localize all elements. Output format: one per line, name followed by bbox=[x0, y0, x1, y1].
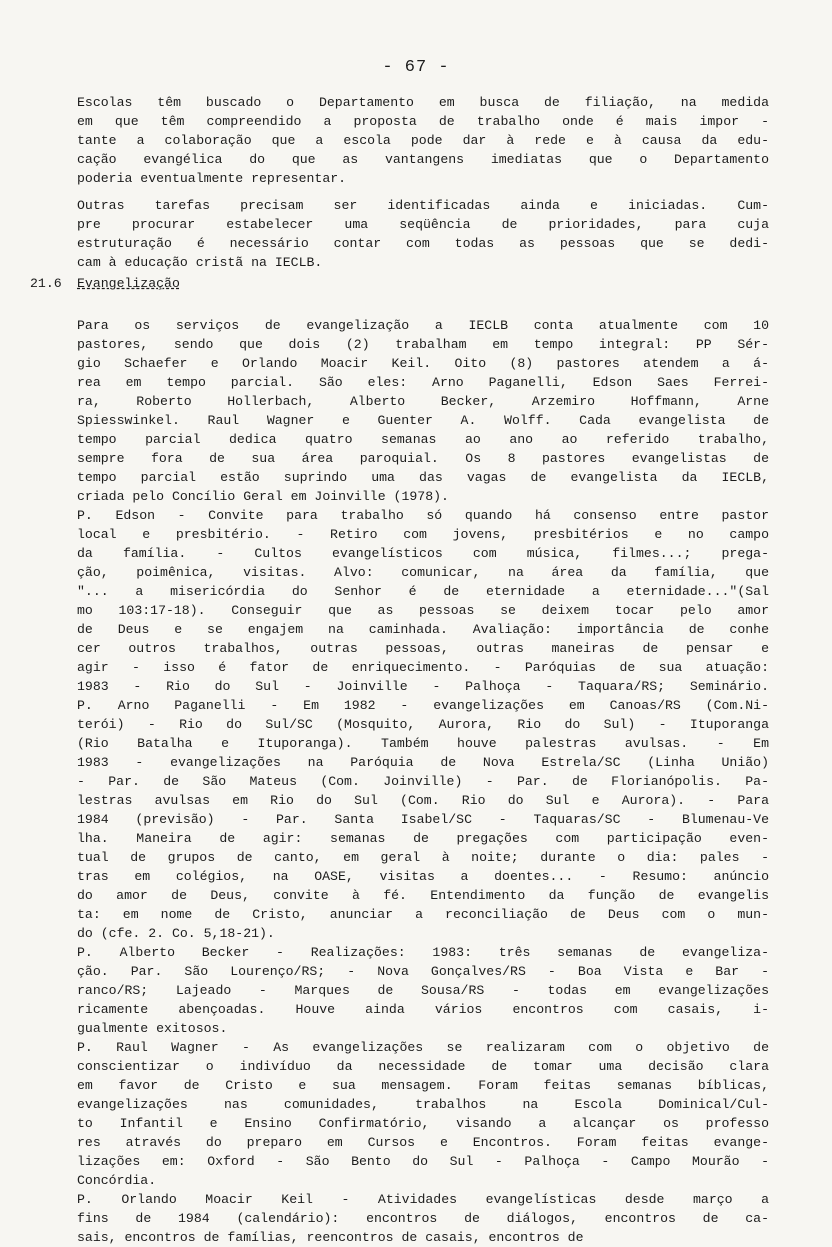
text-line: terói) - Rio do Sul/SC (Mosquito, Aurora, Rio do Sul) - Ituporanga bbox=[77, 717, 769, 732]
text-line: P. Raul Wagner - As evangelizações se realizaram com o objetivo de bbox=[77, 1040, 769, 1055]
text-line: 1983 - evangelizações na Paróquia de Nova Estrela/SC (Linha União) bbox=[77, 755, 769, 770]
text-line: lestras avulsas em Rio do Sul (Com. Rio do Sul e Aurora). - Para bbox=[77, 793, 769, 808]
text-line: tempo parcial dedica quatro semanas ao ano ao referido trabalho, bbox=[77, 432, 769, 447]
text-line: Escolas têm buscado o Departamento em busca de filiação, na medida bbox=[77, 95, 769, 110]
text-line: tual de grupos de canto, em geral à noite; durante o dia: pales - bbox=[77, 850, 769, 865]
text-line: em favor de Cristo e sua mensagem. Foram feitas semanas bíblicas, bbox=[77, 1078, 769, 1093]
text-line: gualmente exitosos. bbox=[77, 1021, 228, 1036]
text-line: agir - isso é fator de enriquecimento. - Paróquias de sua atuação: bbox=[77, 660, 769, 675]
text-line: ta: em nome de Cristo, anunciar a reconciliação de Deus com o mun- bbox=[77, 907, 769, 922]
text-line: (Rio Batalha e Ituporanga). Também houve palestras avulsas. - Em bbox=[77, 736, 769, 751]
text-line: lizações em: Oxford - São Bento do Sul - Palhoça - Campo Mourão - bbox=[77, 1154, 769, 1169]
text-line: evangelizações nas comunidades, trabalhos na Escola Dominical/Cul- bbox=[77, 1097, 769, 1112]
text-line: Spiesswinkel. Raul Wagner e Guenter A. Wolff. Cada evangelista de bbox=[77, 413, 769, 428]
text-line: do amor de Deus, convite à fé. Entendimento da função de evangelis bbox=[77, 888, 769, 903]
text-line: poderia eventualmente representar. bbox=[77, 171, 347, 186]
text-line: lha. Maneira de agir: semanas de pregações com participação even- bbox=[77, 831, 769, 846]
text-line: cam à educação cristã na IECLB. bbox=[77, 255, 323, 270]
page-number: - 67 - bbox=[382, 58, 450, 77]
text-line: P. Edson - Convite para trabalho só quando há consenso entre pastor bbox=[77, 508, 769, 523]
text-line: pastores, sendo que dois (2) trabalham em tempo integral: PP Sér- bbox=[77, 337, 769, 352]
text-line: local e presbitério. - Retiro com jovens, presbitérios e no campo bbox=[77, 527, 769, 542]
text-line: cação evangélica do que as vantangens imediatas que o Departamento bbox=[77, 152, 769, 167]
text-line: sais, encontros de famílias, reencontros de casais, encontros de bbox=[77, 1230, 584, 1245]
section-number: 21.6 bbox=[30, 276, 62, 291]
text-line: P. Orlando Moacir Keil - Atividades evangelísticas desde março a bbox=[77, 1192, 769, 1207]
text-line: res através do preparo em Cursos e Encontros. Foram feitas evange- bbox=[77, 1135, 769, 1150]
paragraph-other-tasks bbox=[77, 196, 769, 272]
text-line: mo 103:17-18). Conseguir que as pessoas se deixem tocar pelo amor bbox=[77, 603, 769, 618]
text-line: do (cfe. 2. Co. 5,18-21). bbox=[77, 926, 275, 941]
text-line: to Infantil e Ensino Confirmatório, visando a alcançar os professo bbox=[77, 1116, 769, 1131]
text-line: fins de 1984 (calendário): encontros de diálogos, encontros de ca- bbox=[77, 1211, 769, 1226]
text-line: Concórdia. bbox=[77, 1173, 157, 1188]
text-line: em que têm compreendido a proposta de trabalho onde é mais impor - bbox=[77, 114, 769, 129]
text-line: "... a misericórdia do Senhor é de eternidade a eternidade..."(Sal bbox=[77, 584, 769, 599]
text-line: estruturação é necessário contar com todas as pessoas que se dedi- bbox=[77, 236, 769, 251]
text-line: P. Arno Paganelli - Em 1982 - evangelizações em Canoas/RS (Com.Ni- bbox=[77, 698, 769, 713]
section-title: Evangelização bbox=[77, 276, 180, 291]
text-line: rea em tempo parcial. São eles: Arno Paganelli, Edson Saes Ferrei- bbox=[77, 375, 769, 390]
text-line: ção, poimênica, visitas. Alvo: comunicar, na área da família, que bbox=[77, 565, 769, 580]
text-line: - Par. de São Mateus (Com. Joinville) - Par. de Florianópolis. Pa- bbox=[77, 774, 769, 789]
text-line: criada pelo Concílio Geral em Joinville (1978). bbox=[77, 489, 449, 504]
text-line: ra, Roberto Hollerbach, Alberto Becker, Arzemiro Hoffmann, Arne bbox=[77, 394, 769, 409]
text-line: tante a colaboração que a escola pode dar à rede e à causa da edu- bbox=[77, 133, 769, 148]
text-line: pre procurar estabelecer uma seqüência de prioridades, para cuja bbox=[77, 217, 769, 232]
paragraph-evangelization bbox=[77, 316, 769, 1247]
text-line: sempre fora de sua área paroquial. Os 8 pastores evangelistas de bbox=[77, 451, 769, 466]
text-line: Outras tarefas precisam ser identificadas ainda e iniciadas. Cum- bbox=[77, 198, 769, 213]
text-line: ricamente abençoadas. Houve ainda vários encontros com casais, i- bbox=[77, 1002, 769, 1017]
text-line: da família. - Cultos evangelísticos com música, filmes...; prega- bbox=[77, 546, 769, 561]
text-line: conscientizar o indivíduo da necessidade de tomar uma decisão clara bbox=[77, 1059, 769, 1074]
text-line: gio Schaefer e Orlando Moacir Keil. Oito (8) pastores atendem a á- bbox=[77, 356, 769, 371]
text-line: tras em colégios, na OASE, visitas a doentes... - Resumo: anúncio bbox=[77, 869, 769, 884]
text-line: 1983 - Rio do Sul - Joinville - Palhoça - Taquara/RS; Seminário. bbox=[77, 679, 769, 694]
text-line: P. Alberto Becker - Realizações: 1983: três semanas de evangeliza- bbox=[77, 945, 769, 960]
text-line: ção. Par. São Lourenço/RS; - Nova Gonçalves/RS - Boa Vista e Bar - bbox=[77, 964, 769, 979]
text-line: ranco/RS; Lajeado - Marques de Sousa/RS - todas em evangelizações bbox=[77, 983, 769, 998]
text-line: Para os serviços de evangelização a IECLB conta atualmente com 10 bbox=[77, 318, 769, 333]
text-line: cer outros trabalhos, outras pessoas, outras maneiras de pensar e bbox=[77, 641, 769, 656]
text-line: 1984 (previsão) - Par. Santa Isabel/SC - Taquaras/SC - Blumenau-Ve bbox=[77, 812, 769, 827]
paragraph-school-affiliation bbox=[77, 93, 769, 188]
text-line: de Deus e se engajem na caminhada. Avaliação: importância de conhe bbox=[77, 622, 769, 637]
text-line: tempo parcial estão suprindo uma das vagas de evangelista da IECLB, bbox=[77, 470, 769, 485]
